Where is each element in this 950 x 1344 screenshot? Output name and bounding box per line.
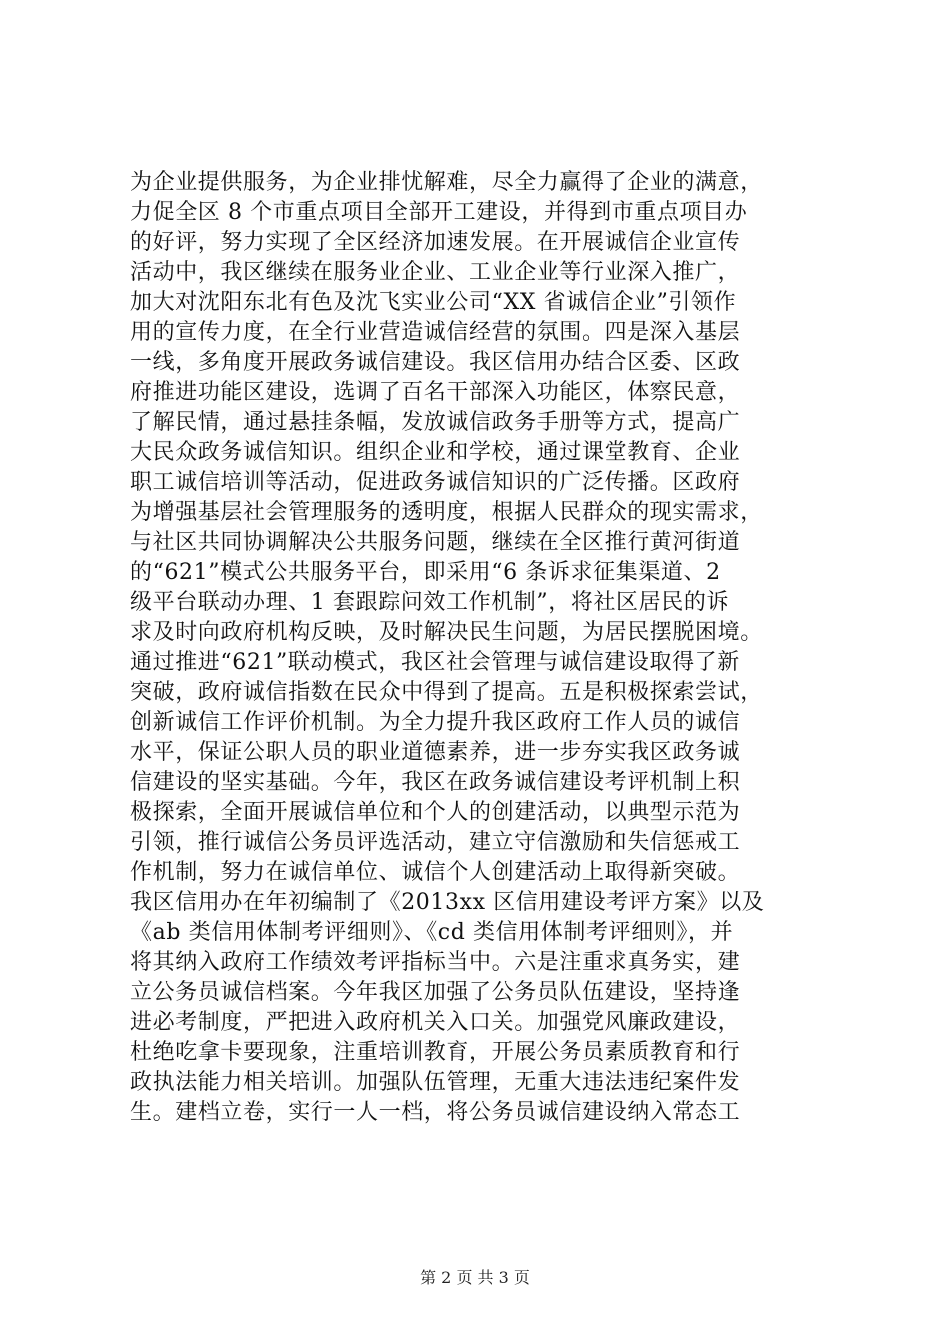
text-line: 力促全区 8 个市重点项目全部开工建设，并得到市重点项目办 (130, 200, 748, 225)
text-line: 引领，推行诚信公务员评选活动，建立守信激励和失信惩戒工 (130, 830, 741, 855)
text-line: 突破，政府诚信指数在民众中得到了提高。五是积极探索尝试， (130, 680, 763, 705)
text-line: 求及时向政府机构反映，及时解决民生问题，为居民摆脱困境。 (130, 620, 763, 645)
text-line: 政执法能力相关培训。加强队伍管理，无重大违法违纪案件发 (130, 1070, 741, 1095)
text-line: 为企业提供服务，为企业排忧解难，尽全力赢得了企业的满意， (130, 170, 763, 195)
text-line: 府推进功能区建设，选调了百名干部深入功能区，体察民意， (130, 380, 741, 405)
text-line: 极探索，全面开展诚信单位和个人的创建活动，以典型示范为 (130, 800, 741, 825)
body-text (130, 168, 830, 1128)
text-line: 立公务员诚信档案。今年我区加强了公务员队伍建设，坚持逢 (130, 980, 741, 1005)
text-line: 杜绝吃拿卡要现象，注重培训教育，开展公务员素质教育和行 (130, 1040, 741, 1065)
text-line: 进必考制度，严把进入政府机关入口关。加强党风廉政建设， (130, 1010, 741, 1035)
text-line: 级平台联动办理、1 套跟踪问效工作机制”，将社区居民的诉 (130, 590, 730, 615)
text-line: 作机制，努力在诚信单位、诚信个人创建活动上取得新突破。 (130, 860, 741, 885)
text-line: 创新诚信工作评价机制。为全力提升我区政府工作人员的诚信 (130, 710, 741, 735)
text-line: 的“621”模式公共服务平台，即采用“6 条诉求征集渠道、2 (130, 560, 721, 585)
text-line: 加大对沈阳东北有色及沈飞实业公司“XX 省诚信企业”引领作 (130, 290, 737, 315)
text-line: 信建设的坚实基础。今年，我区在政务诚信建设考评机制上积 (130, 770, 741, 795)
text-line: 《ab 类信用体制考评细则》、《cd 类信用体制考评细则》，并 (130, 920, 734, 945)
text-line: 我区信用办在年初编制了《2013xx 区信用建设考评方案》以及 (130, 890, 765, 915)
text-line: 水平，保证公职人员的职业道德素养，进一步夯实我区政务诚 (130, 740, 741, 765)
text-line: 的好评，努力实现了全区经济加速发展。在开展诚信企业宣传 (130, 230, 741, 255)
text-line: 为增强基层社会管理服务的透明度，根据人民群众的现实需求， (130, 500, 763, 525)
text-line: 将其纳入政府工作绩效考评指标当中。六是注重求真务实，建 (130, 950, 741, 975)
text-line: 生。建档立卷，实行一人一档，将公务员诚信建设纳入常态工 (130, 1100, 741, 1125)
text-line: 了解民情，通过悬挂条幅，发放诚信政务手册等方式，提高广 (130, 410, 741, 435)
text-line: 活动中，我区继续在服务业企业、工业企业等行业深入推广， (130, 260, 741, 285)
text-line: 职工诚信培训等活动，促进政务诚信知识的广泛传播。区政府 (130, 470, 741, 495)
text-line: 一线，多角度开展政务诚信建设。我区信用办结合区委、区政 (130, 350, 741, 375)
text-line: 大民众政务诚信知识。组织企业和学校，通过课堂教育、企业 (130, 440, 741, 465)
text-line: 与社区共同协调解决公共服务问题，继续在全区推行黄河街道 (130, 530, 741, 555)
text-line: 用的宣传力度，在全行业营造诚信经营的氛围。四是深入基层 (130, 320, 741, 345)
page-number-footer: 第 2 页 共 3 页 (420, 1268, 530, 1287)
text-line: 通过推进“621”联动模式，我区社会管理与诚信建设取得了新 (130, 650, 740, 675)
